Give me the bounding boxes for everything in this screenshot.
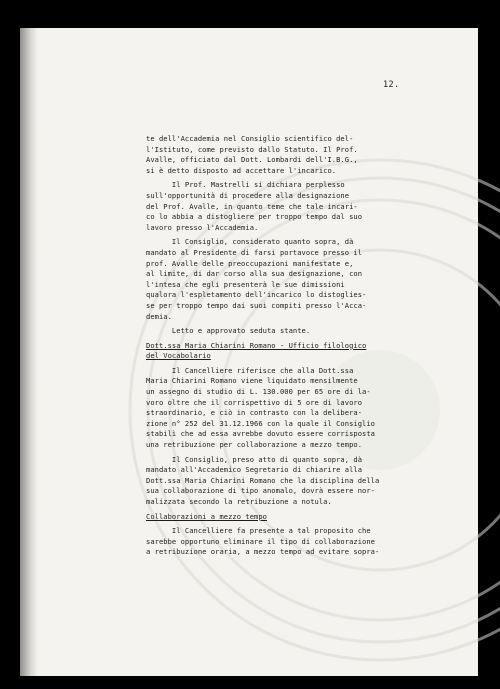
paragraph — [146, 366, 456, 451]
text-line: una retribuzione per collaborazione a mezzo tempo. — [146, 440, 363, 450]
text-line: Il Cancelliere riferisce che alla Dott.ssa — [146, 365, 354, 375]
text-line: sull'opportunità di procedere alla designazione — [146, 190, 350, 200]
text-line: Il Cancelliere fa presente a tal proposito che — [146, 526, 371, 536]
page-number: 12. — [383, 80, 400, 90]
heading-line: del Vocabolario — [146, 351, 211, 361]
paragraph — [146, 180, 456, 233]
text-line: si è detto disposto ad accettare l'incarico. — [146, 165, 337, 175]
text-line: l'Istituto, come previsto dallo Statuto. Il Prof. — [146, 144, 358, 154]
text-line: Avalle, officiato dal Dott. Lombardi dell'I.B.G., — [146, 155, 358, 165]
paragraph — [146, 237, 456, 322]
text-line: del Prof. Avalle, in quanto teme che tale incari- — [146, 201, 358, 211]
section-heading — [146, 512, 456, 523]
paragraph — [146, 455, 456, 508]
text-line: Maria Chiarini Romano viene liquidato mensilmente — [146, 376, 358, 386]
page-binding-edge — [20, 28, 38, 676]
text-line: malizzata secondo la retribuzione a notula. — [146, 497, 332, 506]
text-line: prof. Avalle delle preoccupazioni manifestate e, — [146, 258, 354, 268]
text-line: un assegno di studio di L. 130.000 per 65 ore di la- — [146, 387, 371, 397]
text-line: l'intesa che egli presenterà le sue dimissioni — [146, 279, 345, 289]
text-line: stabilì che ad essa avrebbe dovuto essere corrisposta — [146, 429, 376, 439]
section-heading — [146, 341, 456, 362]
heading-line: Collaborazioni a mezzo tempo — [146, 511, 267, 521]
text-line: qualora l'espletamento dell'incarico lo distoglies- — [146, 290, 367, 300]
text-line: voro oltre che il corrispettivo di 5 ore di lavoro — [146, 397, 363, 407]
text-line: demia. — [146, 311, 172, 321]
text-line: straordinario, e ciò in contrasto con la delibera- — [146, 408, 363, 418]
text-line: Dott.ssa Maria Chiarini Romano che la disciplina della — [146, 475, 380, 485]
text-line: sarebbe opportuno eliminare il tipo di collaborazione — [146, 536, 376, 546]
text-line: Il Consiglio, considerato quanto sopra, dà — [146, 237, 354, 247]
paragraph — [146, 134, 456, 176]
text-line: te dell'Accademia nel Consiglio scientifico del- — [146, 134, 354, 143]
heading-line: Dott.ssa Maria Chiarini Romano - Ufficio filologico — [146, 340, 367, 350]
text-line: al limite, di dar corso alla sua designazione, con — [146, 269, 363, 279]
text-line: co lo abbia a distogliere per troppo tempo dal suo — [146, 212, 363, 222]
text-line: zione n° 252 del 31.12.1966 con la quale il Consiglio — [146, 418, 376, 428]
text-line: a retribuzione oraria, a mezzo tempo ad evitare sopra- — [146, 547, 380, 557]
text-line: Il Consiglio, preso atto di quanto sopra, dà — [146, 454, 363, 464]
text-line: se per troppo tempo dai suoi compiti presso l'Acca- — [146, 300, 367, 310]
text-line: sua collaborazione di tipo anomalo, dovrà essere nor- — [146, 486, 376, 496]
text-line: Il Prof. Mastrelli si dichiara perplesso — [146, 180, 345, 190]
text-line: lavoro presso l'Accademia. — [146, 222, 259, 232]
text-line: mandato al Presidente di farsi portavoce presso il — [146, 247, 363, 257]
document-body-text — [146, 134, 456, 558]
text-line: mandato all'Accademico Segretario di chiarire alla — [146, 465, 363, 475]
paragraph — [146, 326, 456, 337]
paragraph — [146, 526, 456, 558]
text-line: Letto e approvato seduta stante. — [146, 326, 311, 336]
